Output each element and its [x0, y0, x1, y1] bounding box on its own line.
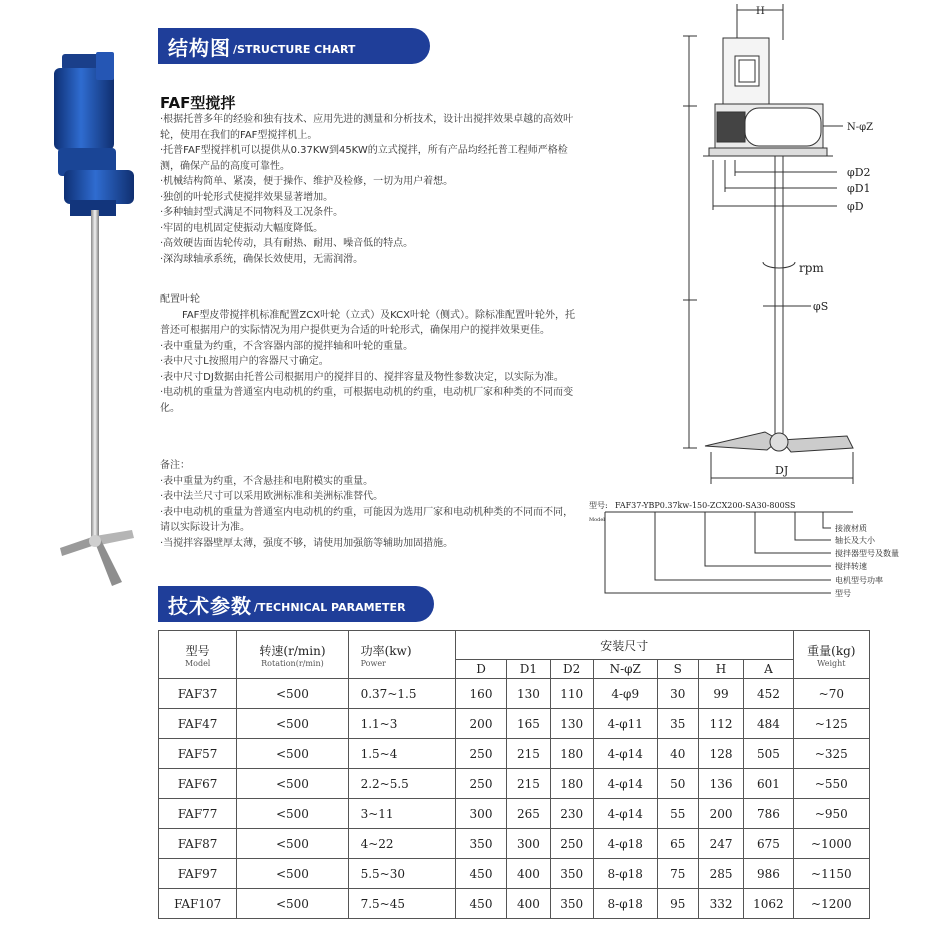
header-rotation: 转速(r/min) Rotation(r/min) — [237, 631, 348, 679]
cell-D: 350 — [455, 829, 507, 859]
header-install-dims: 安装尺寸 — [455, 631, 793, 660]
parameter-table — [158, 630, 870, 919]
cell-D1: 265 — [507, 799, 550, 829]
config-line: ·表中尺寸L按照用户的容器尺寸确定。 — [160, 356, 329, 367]
header-dim: N-φZ — [593, 660, 657, 679]
header-dim: H — [698, 660, 743, 679]
notes-title: 备注： — [160, 460, 190, 471]
structure-chart-banner — [158, 28, 430, 64]
header-dim: A — [744, 660, 793, 679]
cell-S: 95 — [657, 889, 698, 919]
dim-phiD: φD — [847, 200, 864, 213]
impeller-config-text — [160, 292, 575, 416]
cell-D2: 250 — [550, 829, 593, 859]
cell-A: 786 — [744, 799, 793, 829]
cell-D: 250 — [455, 769, 507, 799]
cell-model: FAF77 — [159, 799, 237, 829]
header-dim: D1 — [507, 660, 550, 679]
cell-NphiZ: 4-φ14 — [593, 799, 657, 829]
config-title: 配置叶轮 — [160, 294, 200, 305]
cell-rotation: <500 — [237, 889, 348, 919]
cell-rotation: <500 — [237, 829, 348, 859]
config-line: ·表中重量为约重，不含容器内部的搅拌轴和叶轮的重量。 — [160, 340, 414, 352]
config-line: ·电动机的重量为普通室内电动机的约重，可根据电动机的约重，电动机厂家和种类的不同而变化。 — [160, 387, 574, 414]
intro-line: ·机械结构简单、紧凑，便于操作、维护及检修，一切为用户着想。 — [160, 176, 454, 187]
structure-drawing — [585, 0, 950, 610]
intro-line: ·深沟球轴承系统，确保长效使用，无需润滑。 — [160, 253, 364, 265]
cell-A: 601 — [744, 769, 793, 799]
intro-line: ·牢固的电机固定使振动大幅度降低。 — [160, 222, 324, 234]
cell-power: 0.37~1.5 — [348, 679, 455, 709]
cell-D: 450 — [455, 889, 507, 919]
legend-item: 轴长及大小 — [835, 536, 875, 545]
cell-model: FAF47 — [159, 709, 237, 739]
cell-D1: 215 — [507, 769, 550, 799]
dim-rpm: rpm — [799, 261, 824, 275]
cell-power: 1.1~3 — [348, 709, 455, 739]
cell-D: 450 — [455, 859, 507, 889]
cell-H: 247 — [698, 829, 743, 859]
product-subtitle: FAF型搅拌 — [160, 94, 236, 112]
header-power: 功率(kw) Power — [348, 631, 455, 679]
dim-phiS: φS — [813, 300, 829, 313]
cell-power: 4~22 — [348, 829, 455, 859]
cell-D2: 130 — [550, 709, 593, 739]
cell-power: 1.5~4 — [348, 739, 455, 769]
cell-D1: 165 — [507, 709, 550, 739]
intro-line: ·托普FAF型搅拌机可以提供从0.37KW到45KW的立式搅拌，所有产品均经托普工程师严格检测，确保产品的高度可靠性。 — [160, 145, 568, 172]
cell-D: 200 — [455, 709, 507, 739]
table-row — [159, 739, 870, 769]
config-line: FAF型皮带搅拌机标准配置ZCX叶轮（立式）及KCX叶轮（侧式）。除标准配置叶轮外，托普还可根据用户的实际情况为用户提供更为合适的叶轮形式，确保用户的搅拌效果更佳。 — [160, 309, 575, 336]
dim-DJ: DJ — [775, 464, 789, 477]
cell-model: FAF57 — [159, 739, 237, 769]
cell-S: 30 — [657, 679, 698, 709]
cell-power: 3~11 — [348, 799, 455, 829]
cell-A: 986 — [744, 859, 793, 889]
cell-power: 5.5~30 — [348, 859, 455, 889]
cell-rotation: <500 — [237, 769, 348, 799]
notes-line: ·表中法兰尺寸可以采用欧洲标准和美洲标准替代。 — [160, 491, 384, 502]
model-label-en: Model — [589, 517, 605, 523]
cell-S: 40 — [657, 739, 698, 769]
cell-D1: 130 — [507, 679, 550, 709]
cell-H: 200 — [698, 799, 743, 829]
cell-D: 160 — [455, 679, 507, 709]
legend-item: 型号 — [835, 589, 851, 598]
cell-A: 1062 — [744, 889, 793, 919]
cell-H: 128 — [698, 739, 743, 769]
legend-item: 搅拌器型号及数量 — [835, 549, 899, 558]
cell-S: 75 — [657, 859, 698, 889]
cell-H: 99 — [698, 679, 743, 709]
cell-weight: ~1150 — [793, 859, 869, 889]
cell-rotation: <500 — [237, 799, 348, 829]
cell-S: 55 — [657, 799, 698, 829]
cell-D2: 350 — [550, 889, 593, 919]
cell-H: 332 — [698, 889, 743, 919]
cell-NphiZ: 4-φ14 — [593, 739, 657, 769]
dim-phiD1: φD1 — [847, 182, 871, 195]
cell-power: 7.5~45 — [348, 889, 455, 919]
cell-D: 300 — [455, 799, 507, 829]
cell-rotation: <500 — [237, 739, 348, 769]
cell-weight: ~125 — [793, 709, 869, 739]
cell-NphiZ: 4-φ18 — [593, 829, 657, 859]
cell-S: 65 — [657, 829, 698, 859]
cell-H: 136 — [698, 769, 743, 799]
cell-rotation: <500 — [237, 679, 348, 709]
cell-NphiZ: 8-φ18 — [593, 889, 657, 919]
config-line: ·表中尺寸DJ数据由托普公司根据用户的搅拌目的、搅拌容量及物性参数决定，以实际为准。 — [160, 371, 564, 383]
cell-A: 484 — [744, 709, 793, 739]
cell-D1: 300 — [507, 829, 550, 859]
header-dim: D2 — [550, 660, 593, 679]
intro-line: ·多种轴封型式满足不同物料及工况条件。 — [160, 207, 344, 218]
table-row — [159, 709, 870, 739]
legend-item: 搅拌转速 — [835, 562, 867, 571]
table-row — [159, 889, 870, 919]
header-dim: D — [455, 660, 507, 679]
cell-power: 2.2~5.5 — [348, 769, 455, 799]
cell-D1: 215 — [507, 739, 550, 769]
cell-model: FAF87 — [159, 829, 237, 859]
cell-NphiZ: 4-φ14 — [593, 769, 657, 799]
cell-D: 250 — [455, 739, 507, 769]
cell-D2: 230 — [550, 799, 593, 829]
table-row — [159, 679, 870, 709]
intro-line: ·高效硬齿面齿轮传动，具有耐热、耐用、噪音低的特点。 — [160, 238, 414, 249]
table-row — [159, 769, 870, 799]
cell-model: FAF97 — [159, 859, 237, 889]
cell-model: FAF37 — [159, 679, 237, 709]
banner-title-cn: 技术参数 — [168, 593, 252, 618]
banner-title-en: /TECHNICAL PARAMETER — [254, 600, 406, 614]
cell-weight: ~550 — [793, 769, 869, 799]
banner-title-en: /STRUCTURE CHART — [233, 42, 356, 56]
model-prefix: 型号: — [589, 501, 608, 510]
cell-rotation: <500 — [237, 859, 348, 889]
cell-S: 50 — [657, 769, 698, 799]
legend-item: 接液材质 — [835, 524, 867, 533]
banner-title-cn: 结构图 — [168, 35, 231, 60]
intro-text — [160, 112, 575, 267]
notes-line: ·当搅拌容器壁厚太薄，强度不够，请使用加强筋等辅助加固措施。 — [160, 537, 454, 549]
cell-H: 112 — [698, 709, 743, 739]
cell-NphiZ: 4-φ11 — [593, 709, 657, 739]
cell-A: 452 — [744, 679, 793, 709]
table-row — [159, 829, 870, 859]
cell-NphiZ: 4-φ9 — [593, 679, 657, 709]
cell-D2: 180 — [550, 769, 593, 799]
cell-D2: 350 — [550, 859, 593, 889]
dim-NphiZ: N-φZ — [847, 122, 874, 133]
intro-line: ·根据托普多年的经验和独有技术、应用先进的测量和分析技术，设计出搅拌效果卓越的高效叶轮，使用在我们的FAF型搅拌机上。 — [160, 114, 574, 141]
cell-D2: 110 — [550, 679, 593, 709]
cell-NphiZ: 8-φ18 — [593, 859, 657, 889]
cell-weight: ~1000 — [793, 829, 869, 859]
cell-weight: ~70 — [793, 679, 869, 709]
notes-line: ·表中电动机的重量为普通室内电动机的约重，可能因为选用厂家和电动机种类的不同而不同，请以实际设计为准。 — [160, 506, 574, 533]
notes-line: ·表中重量为约重，不含悬挂和电附模实的重量。 — [160, 475, 374, 487]
cell-A: 505 — [744, 739, 793, 769]
table-row — [159, 859, 870, 889]
cell-weight: ~325 — [793, 739, 869, 769]
cell-model: FAF67 — [159, 769, 237, 799]
cell-rotation: <500 — [237, 709, 348, 739]
cell-D1: 400 — [507, 889, 550, 919]
dim-phiD2: φD2 — [847, 166, 871, 179]
cell-D1: 400 — [507, 859, 550, 889]
cell-S: 35 — [657, 709, 698, 739]
cell-model: FAF107 — [159, 889, 237, 919]
technical-parameter-banner — [158, 586, 434, 622]
table-row — [159, 799, 870, 829]
model-code: FAF37-YBP0.37kw-150-ZCX200-SA30-800SS — [615, 501, 796, 510]
header-weight: 重量(kg) Weight — [793, 631, 869, 679]
cell-A: 675 — [744, 829, 793, 859]
header-model: 型号 Model — [159, 631, 237, 679]
dim-H: H — [756, 6, 765, 17]
product-photo — [50, 50, 150, 590]
header-dim: S — [657, 660, 698, 679]
cell-H: 285 — [698, 859, 743, 889]
legend-item: 电机型号功率 — [835, 576, 883, 585]
intro-line: ·独创的叶轮形式使搅拌效果显著增加。 — [160, 191, 334, 203]
cell-D2: 180 — [550, 739, 593, 769]
cell-weight: ~950 — [793, 799, 869, 829]
notes-text — [160, 458, 575, 551]
cell-weight: ~1200 — [793, 889, 869, 919]
